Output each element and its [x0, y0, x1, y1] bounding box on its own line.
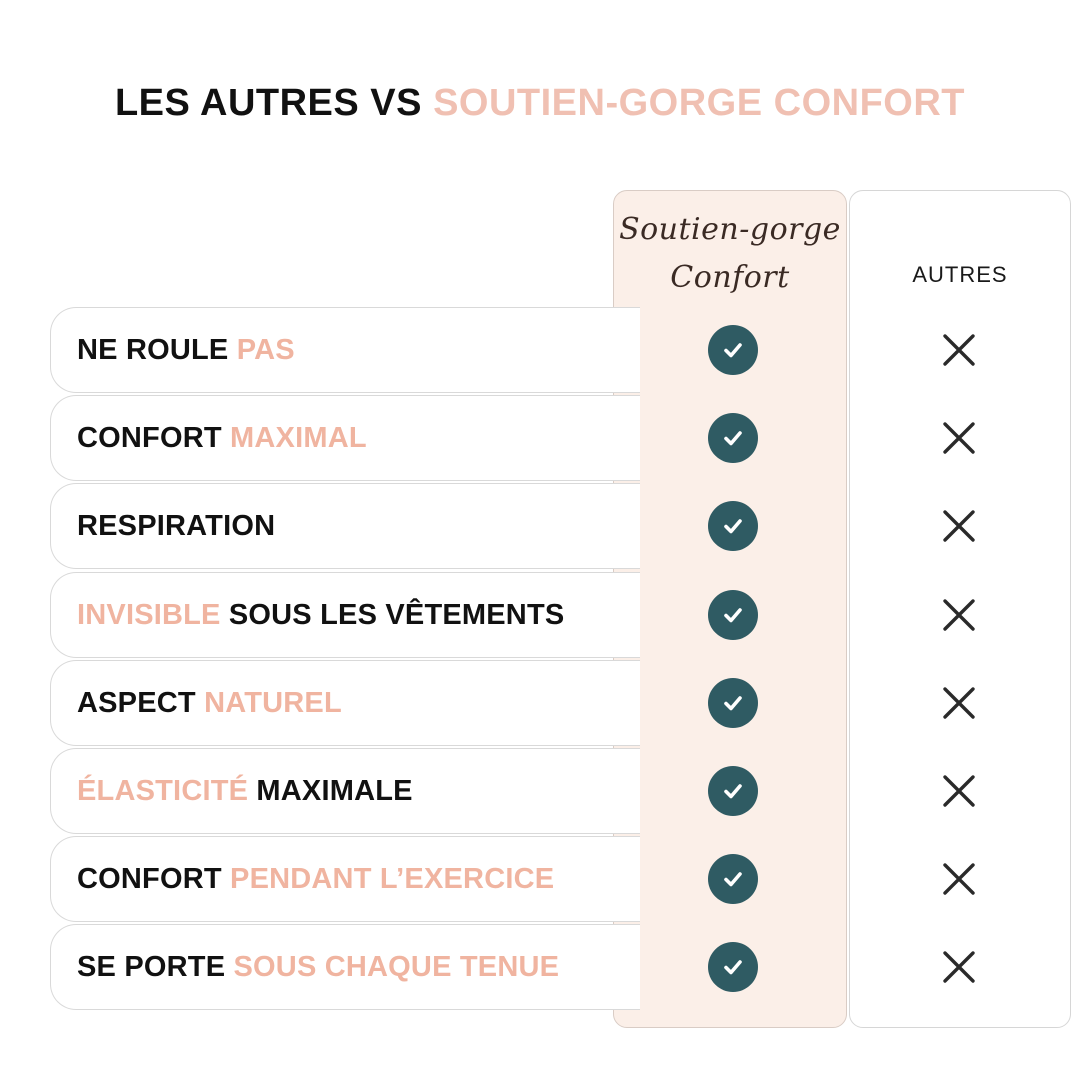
product-header-line2: Confort: [670, 260, 790, 295]
feature-label-highlight: INVISIBLE: [77, 598, 221, 631]
x-icon: [941, 773, 977, 809]
check-circle-icon: [708, 413, 758, 463]
feature-label: [77, 924, 617, 1010]
feature-label-text: CONFORT: [77, 862, 231, 895]
feature-label: [77, 836, 617, 922]
title-prefix: LES AUTRES VS: [114, 82, 434, 124]
check-circle-icon: [708, 325, 758, 375]
others-column-header: AUTRES: [912, 262, 1008, 287]
page-title: [0, 82, 1080, 125]
product-header-line1: Soutien-gorge: [619, 212, 841, 247]
check-circle-icon: [708, 942, 758, 992]
feature-label-text: SOUS LES VÊTEMENTS: [220, 598, 565, 631]
feature-label: [77, 572, 617, 658]
feature-label: [77, 660, 617, 746]
feature-label-text: RESPIRATION: [77, 509, 276, 542]
feature-label: [77, 748, 617, 834]
check-circle-icon: [708, 766, 758, 816]
x-icon: [941, 508, 977, 544]
check-circle-icon: [708, 678, 758, 728]
feature-label-text: SE PORTE: [77, 950, 234, 983]
x-icon: [941, 332, 977, 368]
product-column-header: [613, 206, 847, 302]
title-highlight: SOUTIEN-GORGE CONFORT: [433, 82, 966, 124]
feature-label: [77, 483, 617, 569]
x-icon: [941, 420, 977, 456]
feature-label-text: ASPECT: [77, 686, 205, 719]
feature-label: [77, 395, 617, 481]
feature-label: [77, 307, 617, 393]
check-circle-icon: [708, 501, 758, 551]
x-icon: [941, 949, 977, 985]
feature-label-highlight: SOUS CHAQUE TENUE: [233, 950, 560, 983]
check-circle-icon: [708, 854, 758, 904]
feature-label-highlight: NATUREL: [204, 686, 342, 719]
feature-label-text: MAXIMALE: [248, 774, 413, 807]
feature-label-text: NE ROULE: [77, 333, 237, 366]
feature-label-highlight: PENDANT L’EXERCICE: [230, 862, 555, 895]
check-circle-icon: [708, 590, 758, 640]
x-icon: [941, 685, 977, 721]
x-icon: [941, 861, 977, 897]
feature-label-highlight: MAXIMAL: [230, 421, 367, 454]
feature-label-highlight: PAS: [236, 333, 295, 366]
x-icon: [941, 597, 977, 633]
feature-label-highlight: ÉLASTICITÉ: [77, 774, 249, 807]
feature-label-text: CONFORT: [77, 421, 231, 454]
